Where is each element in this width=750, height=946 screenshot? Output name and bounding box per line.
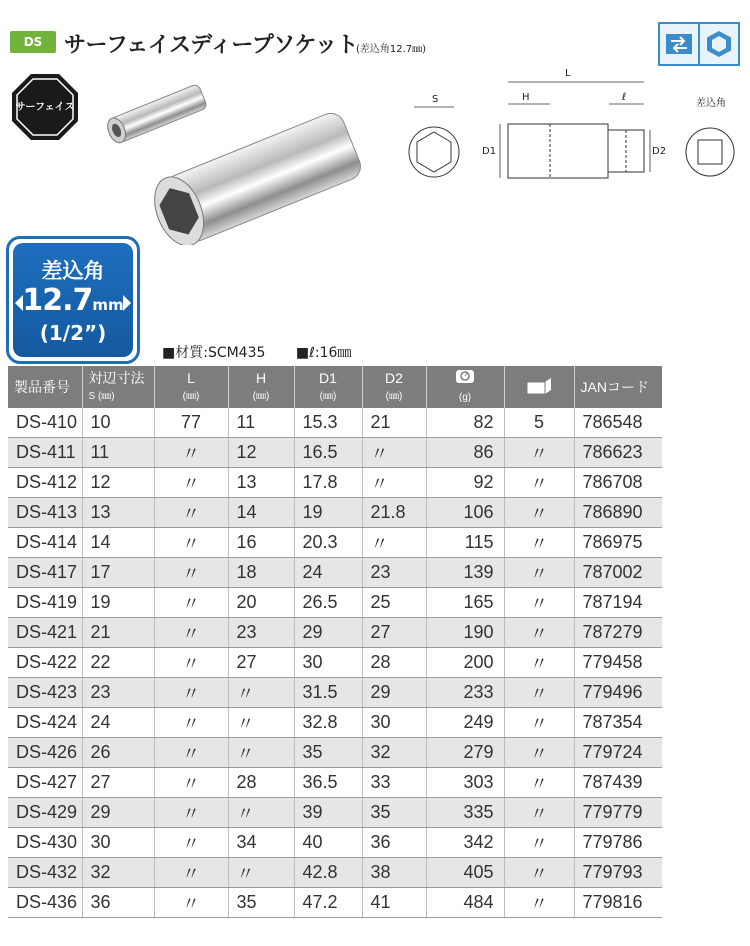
- table-row: [8, 498, 662, 528]
- table-cell: DS-413: [8, 498, 82, 528]
- table-cell: 〃: [504, 588, 574, 618]
- drive-label: 差込角: [41, 259, 105, 283]
- feature-icons: [658, 22, 740, 66]
- table-cell: 787439: [574, 768, 662, 798]
- table-cell: 303: [426, 768, 504, 798]
- table-cell: 〃: [154, 858, 228, 888]
- table-cell: 779779: [574, 798, 662, 828]
- table-cell: 20: [228, 588, 294, 618]
- table-cell: 〃: [154, 708, 228, 738]
- table-cell: 19: [294, 498, 362, 528]
- table-cell: 12: [82, 468, 154, 498]
- box-count-icon: [525, 376, 553, 396]
- table-cell: DS-424: [8, 708, 82, 738]
- table-cell: 27: [228, 648, 294, 678]
- table-cell: 〃: [228, 738, 294, 768]
- table-cell: 249: [426, 708, 504, 738]
- table-cell: 335: [426, 798, 504, 828]
- table-cell: 17: [82, 558, 154, 588]
- table-cell: 190: [426, 618, 504, 648]
- table-cell: 18: [228, 558, 294, 588]
- table-cell: 39: [294, 798, 362, 828]
- table-cell: 27: [82, 768, 154, 798]
- table-cell: 〃: [154, 558, 228, 588]
- table-cell: 92: [426, 468, 504, 498]
- dim-label-l: ℓ: [622, 92, 627, 103]
- table-cell: 35: [228, 888, 294, 918]
- table-cell: 〃: [504, 888, 574, 918]
- table-cell: DS-436: [8, 888, 82, 918]
- table-row: [8, 558, 662, 588]
- col-header-jan: JANコード: [574, 366, 662, 408]
- table-row: [8, 438, 662, 468]
- table-row: [8, 618, 662, 648]
- table-cell: 〃: [228, 798, 294, 828]
- table-cell: 〃: [504, 558, 574, 588]
- table-row: [8, 648, 662, 678]
- table-cell: 〃: [154, 648, 228, 678]
- page-subtitle: (差込角12.7㎜): [356, 44, 427, 55]
- table-cell: DS-423: [8, 678, 82, 708]
- dim-label-drive: 差込角: [696, 98, 726, 109]
- table-cell: 787279: [574, 618, 662, 648]
- table-cell: 13: [228, 468, 294, 498]
- table-cell: 165: [426, 588, 504, 618]
- drive-size-box: [6, 236, 140, 364]
- table-row: [8, 768, 662, 798]
- table-cell: 38: [362, 858, 426, 888]
- table-cell: 35: [294, 738, 362, 768]
- table-cell: 42.8: [294, 858, 362, 888]
- table-cell: 25: [362, 588, 426, 618]
- table-cell: 779786: [574, 828, 662, 858]
- table-cell: 779724: [574, 738, 662, 768]
- table-cell: 787354: [574, 708, 662, 738]
- table-cell: 787194: [574, 588, 662, 618]
- table-cell: 35: [362, 798, 426, 828]
- table-cell: DS-411: [8, 438, 82, 468]
- table-cell: 786548: [574, 408, 662, 438]
- table-cell: 29: [82, 798, 154, 828]
- table-cell: 〃: [154, 768, 228, 798]
- table-row: [8, 408, 662, 438]
- table-cell: 27: [362, 618, 426, 648]
- table-cell: 15.3: [294, 408, 362, 438]
- col-header-d1: D1 (㎜): [294, 366, 362, 408]
- table-row: [8, 528, 662, 558]
- length-text: ■ℓ:16㎜: [295, 345, 352, 361]
- table-cell: 〃: [154, 468, 228, 498]
- table-cell: 〃: [504, 798, 574, 828]
- table-cell: 279: [426, 738, 504, 768]
- table-cell: DS-421: [8, 618, 82, 648]
- table-cell: 11: [228, 408, 294, 438]
- table-cell: 16.5: [294, 438, 362, 468]
- table-cell: DS-430: [8, 828, 82, 858]
- table-cell: 34: [228, 828, 294, 858]
- table-cell: 21: [362, 408, 426, 438]
- table-cell: 23: [228, 618, 294, 648]
- table-cell: 22: [82, 648, 154, 678]
- table-cell: 779816: [574, 888, 662, 918]
- table-cell: 484: [426, 888, 504, 918]
- table-cell: 〃: [362, 528, 426, 558]
- col-header-s: 対辺寸法 S (㎜): [82, 366, 154, 408]
- table-cell: 787002: [574, 558, 662, 588]
- series-code-badge: DS: [10, 31, 56, 53]
- col-header-product-no: 製品番号: [8, 366, 82, 408]
- table-row: [8, 588, 662, 618]
- table-cell: 〃: [154, 738, 228, 768]
- table-cell: 〃: [362, 438, 426, 468]
- dim-label-D2: D2: [652, 146, 667, 157]
- table-cell: 〃: [504, 468, 574, 498]
- table-cell: 82: [426, 408, 504, 438]
- table-cell: 40: [294, 828, 362, 858]
- table-cell: 17.8: [294, 468, 362, 498]
- arrow-right-icon: [123, 295, 131, 311]
- table-cell: 786623: [574, 438, 662, 468]
- table-cell: DS-426: [8, 738, 82, 768]
- table-cell: 33: [362, 768, 426, 798]
- table-cell: 86: [426, 438, 504, 468]
- col-header-weight: (g): [426, 366, 504, 408]
- table-cell: 5: [504, 408, 574, 438]
- table-row: [8, 828, 662, 858]
- table-row: [8, 738, 662, 768]
- table-cell: 29: [294, 618, 362, 648]
- table-cell: 779793: [574, 858, 662, 888]
- table-cell: 〃: [154, 528, 228, 558]
- table-cell: 〃: [228, 708, 294, 738]
- drive-inch: (1/2”): [39, 321, 107, 345]
- table-cell: 12: [228, 438, 294, 468]
- table-cell: 77: [154, 408, 228, 438]
- table-header-row: [8, 366, 662, 408]
- table-cell: 26.5: [294, 588, 362, 618]
- drive-size: 12.7mm: [22, 283, 124, 318]
- table-cell: 〃: [154, 798, 228, 828]
- table-cell: 〃: [154, 498, 228, 528]
- table-cell: 14: [82, 528, 154, 558]
- table-cell: 〃: [504, 438, 574, 468]
- table-cell: 〃: [504, 498, 574, 528]
- col-header-l: L (㎜): [154, 366, 228, 408]
- table-row: [8, 858, 662, 888]
- table-cell: DS-429: [8, 798, 82, 828]
- table-cell: DS-427: [8, 768, 82, 798]
- table-cell: 24: [294, 558, 362, 588]
- table-cell: 342: [426, 828, 504, 858]
- table-cell: 〃: [154, 618, 228, 648]
- table-cell: DS-432: [8, 858, 82, 888]
- table-cell: 30: [294, 648, 362, 678]
- dim-label-L: L: [565, 68, 571, 79]
- table-cell: 〃: [154, 678, 228, 708]
- table-cell: DS-410: [8, 408, 82, 438]
- table-row: [8, 888, 662, 918]
- table-cell: 〃: [504, 828, 574, 858]
- convert-arrows-icon: [660, 24, 698, 64]
- table-cell: 〃: [228, 858, 294, 888]
- table-cell: 〃: [504, 708, 574, 738]
- table-cell: 28: [362, 648, 426, 678]
- table-cell: 23: [82, 678, 154, 708]
- table-cell: 〃: [154, 828, 228, 858]
- table-cell: 41: [362, 888, 426, 918]
- col-header-d2: D2 (㎜): [362, 366, 426, 408]
- dim-label-S: S: [432, 94, 439, 105]
- table-cell: 139: [426, 558, 504, 588]
- table-cell: 11: [82, 438, 154, 468]
- col-header-qty: [504, 366, 574, 408]
- table-cell: 〃: [504, 768, 574, 798]
- table-cell: 32: [82, 858, 154, 888]
- table-cell: 115: [426, 528, 504, 558]
- table-cell: 21.8: [362, 498, 426, 528]
- table-row: [8, 708, 662, 738]
- table-cell: 47.2: [294, 888, 362, 918]
- hexagon-icon: [698, 24, 738, 64]
- table-cell: 〃: [504, 858, 574, 888]
- material-spec: [162, 342, 377, 362]
- table-cell: 786890: [574, 498, 662, 528]
- table-cell: 233: [426, 678, 504, 708]
- table-cell: 32.8: [294, 708, 362, 738]
- table-cell: 200: [426, 648, 504, 678]
- table-cell: 786975: [574, 528, 662, 558]
- table-cell: 28: [228, 768, 294, 798]
- product-photo: [100, 70, 370, 245]
- table-cell: 〃: [228, 678, 294, 708]
- table-cell: DS-417: [8, 558, 82, 588]
- table-cell: 26: [82, 738, 154, 768]
- table-cell: 〃: [362, 468, 426, 498]
- table-cell: 36.5: [294, 768, 362, 798]
- table-cell: 19: [82, 588, 154, 618]
- table-cell: 30: [362, 708, 426, 738]
- table-cell: DS-419: [8, 588, 82, 618]
- table-cell: 16: [228, 528, 294, 558]
- material-text: ■材質:SCM435: [162, 345, 266, 361]
- table-cell: 30: [82, 828, 154, 858]
- arrow-left-icon: [15, 295, 23, 311]
- table-cell: 31.5: [294, 678, 362, 708]
- table-cell: 20.3: [294, 528, 362, 558]
- spec-table: [8, 366, 662, 918]
- table-cell: 〃: [504, 618, 574, 648]
- table-cell: 〃: [154, 588, 228, 618]
- table-cell: DS-412: [8, 468, 82, 498]
- table-cell: 〃: [504, 648, 574, 678]
- table-cell: 13: [82, 498, 154, 528]
- scale-icon: [455, 368, 475, 384]
- table-cell: 405: [426, 858, 504, 888]
- table-cell: 779458: [574, 648, 662, 678]
- table-cell: 21: [82, 618, 154, 648]
- table-cell: DS-414: [8, 528, 82, 558]
- table-row: [8, 798, 662, 828]
- table-cell: 779496: [574, 678, 662, 708]
- table-row: [8, 678, 662, 708]
- table-cell: 〃: [504, 738, 574, 768]
- dim-label-H: H: [522, 92, 530, 103]
- table-cell: 24: [82, 708, 154, 738]
- dim-label-D1: D1: [482, 146, 497, 157]
- table-cell: 23: [362, 558, 426, 588]
- table-cell: 29: [362, 678, 426, 708]
- page-title: サーフェイスディープソケット: [64, 33, 358, 58]
- table-cell: DS-422: [8, 648, 82, 678]
- table-cell: 106: [426, 498, 504, 528]
- table-cell: 〃: [154, 888, 228, 918]
- table-row: [8, 468, 662, 498]
- surface-badge-label: サーフェイス: [15, 102, 75, 113]
- table-cell: 786708: [574, 468, 662, 498]
- table-cell: 14: [228, 498, 294, 528]
- table-cell: 36: [362, 828, 426, 858]
- table-cell: 〃: [504, 528, 574, 558]
- table-cell: 36: [82, 888, 154, 918]
- table-cell: 32: [362, 738, 426, 768]
- table-cell: 10: [82, 408, 154, 438]
- table-cell: 〃: [504, 678, 574, 708]
- table-cell: 〃: [154, 438, 228, 468]
- dimension-diagram: [404, 62, 744, 194]
- col-header-h: H (㎜): [228, 366, 294, 408]
